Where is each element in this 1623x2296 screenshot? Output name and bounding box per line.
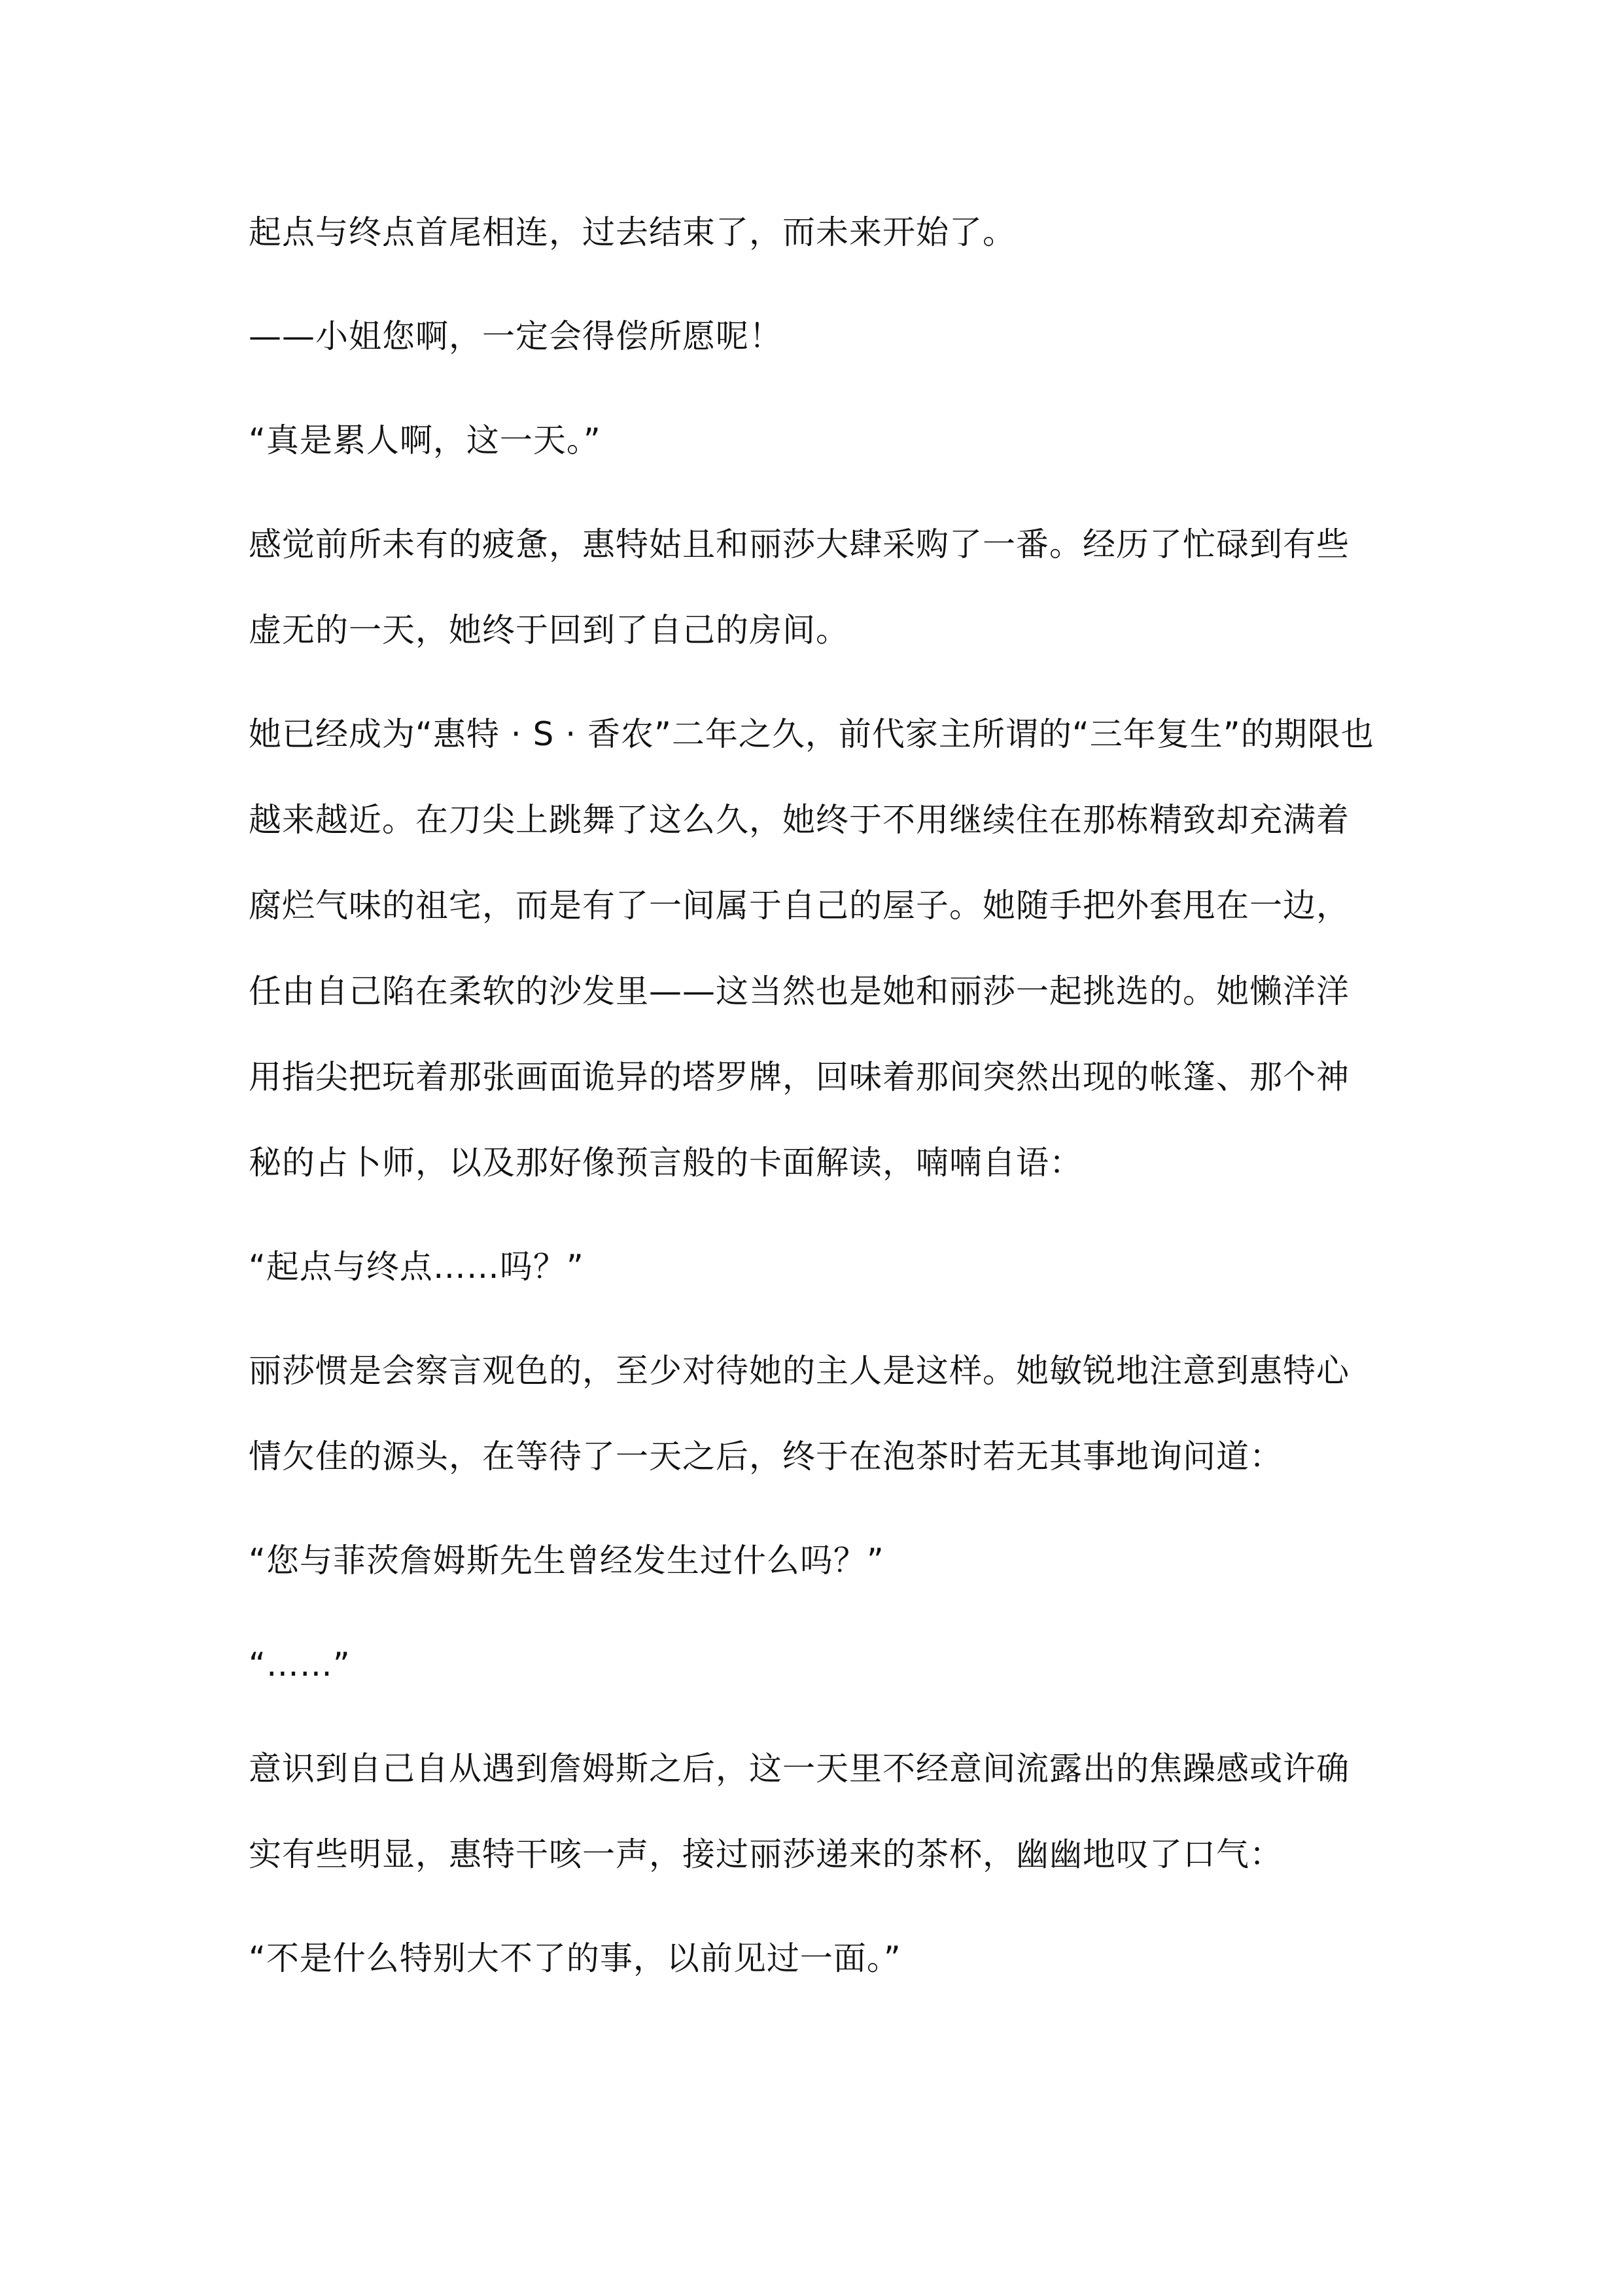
paragraph: 丽莎惯是会察言观色的，至少对待她的主人是这样。她敏锐地注意到惠特心情欠佳的源头，在等待了一天之后，终于在泡茶时若无其事地询问道： [249,1352,1350,1475]
paragraph: 意识到自己自从遇到詹姆斯之后，这一天里不经意间流露出的焦躁感或许确实有些明显，惠特干咳一声，接过丽莎递来的茶杯，幽幽地叹了口气： [249,1750,1350,1873]
paragraph: 感觉前所未有的疲惫，惠特姑且和丽莎大肆采购了一番。经历了忙碌到有些虚无的一天，她终于回到了自己的房间。 [249,525,1350,649]
paragraph: ——小姐您啊，一定会得偿所愿呢！ [249,317,782,355]
document-body [249,190,1380,2002]
paragraph: “……” [249,1646,351,1684]
paragraph: 她已经成为“惠特 · S · 香农”二年之久，前代家主所谓的“三年复生”的期限也越来越近。在刀尖上跳舞了这么久，她终于不用继续住在那栋精致却充满着腐烂气味的祖宅，而是有了一间属于自己的屋子。她随手把外套甩在一边，任由自己陷在柔软的沙发里——这当然也是她和丽莎一起挑选的。她懒洋洋用指尖把玩着那张画面诡异的塔罗牌，回味着那间突然出现的帐篷、那个神秘的占卜师，以及那好像预言般的卡面解读，喃喃自语： [249,715,1374,1182]
paragraph: “起点与终点……吗？” [249,1248,584,1286]
paragraph: “不是什么特别大不了的事，以前见过一面。” [249,1939,901,1977]
paragraph: “真是累人啊，这一天。” [249,421,601,459]
paragraph: 起点与终点首尾相连，过去结束了，而未来开始了。 [249,213,1016,251]
paragraph: “您与菲茨詹姆斯先生曾经发生过什么吗？” [249,1542,884,1580]
